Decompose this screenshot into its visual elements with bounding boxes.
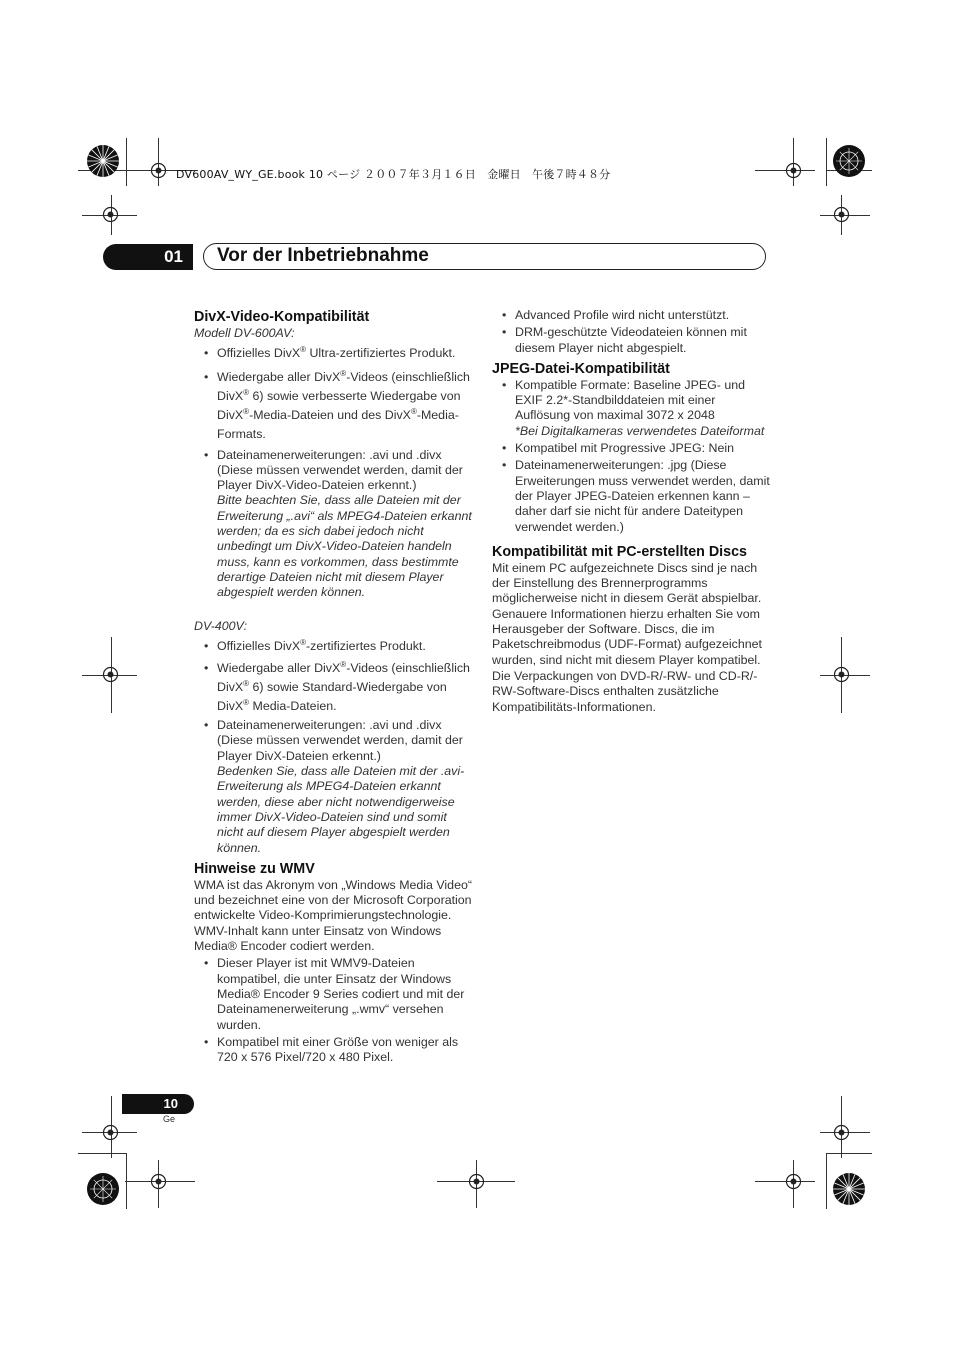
registered-mark: ®	[243, 387, 250, 397]
list-item: • Dieser Player ist mit WMV9-Dateien kompatibel, die unter Einsatz der Windows Media® Encoder 9 Series codiert und mit der Dateinamenerweiterung „.wmv“ versehen wurden.	[194, 956, 472, 1032]
registration-target-icon	[150, 162, 167, 179]
registration-target-icon	[833, 666, 850, 683]
registered-mark: ®	[340, 368, 347, 378]
registration-target-icon	[785, 1173, 802, 1190]
text: Dateinamenerweiterungen: .avi und .divx (Diese müssen verwendet werden, damit der Player DivX-Video-Dateien erkennt.)	[217, 447, 463, 493]
registered-mark: ®	[300, 637, 306, 647]
list-item	[194, 718, 472, 856]
registration-target-icon	[468, 1173, 485, 1190]
wmv-intro: WMA ist das Akronym von „Windows Media Video“ und bezeichnet eine von der Microsoft Corporation entwickelte Video-Komprimierungstechnologie. WMV-Inhalt kann unter Einsatz von Windows Media® Encoder codiert werden.	[194, 877, 472, 954]
text: Kompatible Formate: Baseline JPEG- und EXIF 2.2*-Standbilddateien mit einer Auflösung von maximal 3072 x 2048	[515, 377, 746, 423]
note: Bitte beachten Sie, dass alle Dateien mit der Erweiterung „.avi“ als MPEG4-Dateien erkannt werden; da es sich dabei jedoch nicht unbedingt um DivX-Video-Dateien handeln muss, kann es vorkommen, dass bestimmte derartige Dateien nicht mit diesem Player abgespielt werden können.	[217, 493, 472, 600]
registered-mark: ®	[243, 406, 250, 416]
crop-mark	[126, 138, 127, 186]
book-file-info: DV600AV_WY_GE.book 10 ページ ２００７年３月１６日 金曜日 午後７時４８分	[176, 168, 611, 181]
note: *Bei Digitalkameras verwendetes Dateiformat	[515, 423, 765, 438]
list-item	[194, 346, 472, 361]
jpeg-heading: JPEG-Datei-Kompatibilität	[492, 360, 670, 377]
page-number: 10	[163, 1096, 178, 1111]
text: -Media-Formats.	[217, 407, 459, 441]
list-item	[194, 368, 472, 444]
list-item	[194, 448, 472, 601]
model-label: DV-400V:	[194, 618, 248, 633]
note: Bedenken Sie, dass alle Dateien mit der .avi-Erweiterung als MPEG4-Dateien erkannt werden, diese aber nicht notwendigerweise immer DivX-Video-Dateien sind und somit nicht auf diesem Player abgespielt werden können.	[217, 764, 465, 855]
crop-mark	[826, 1153, 827, 1209]
wmv-list-continued	[492, 308, 770, 356]
text: -Videos (einschließlich DivX	[217, 369, 470, 403]
registered-mark: ®	[243, 698, 250, 708]
right-column	[492, 308, 770, 715]
registration-target-icon	[785, 162, 802, 179]
text: -zertifiziertes Produkt.	[306, 638, 426, 653]
text: Wiedergabe aller DivX	[217, 369, 341, 384]
list-item: • Kompatibel mit Progressive JPEG: Nein	[492, 441, 770, 456]
crop-mark	[826, 138, 827, 186]
starburst-mark-icon	[86, 1172, 120, 1206]
text: 6) sowie Standard-Wiedergabe von DivX	[217, 680, 447, 714]
wmv-list	[194, 956, 472, 1065]
registered-mark: ®	[243, 679, 250, 689]
text: Media-Dateien.	[249, 699, 337, 714]
registered-mark: ®	[300, 345, 306, 355]
pc-paragraph: Mit einem PC aufgezeichnete Discs sind je nach der Einstellung des Brennerprogramms möglicherweise nicht in diesem Gerät abspielbar. Genauere Informationen hierzu erhalten Sie vom Herausgeber der Software. Discs, die im Paketschreibmodus (UDF-Format) aufgezeichnet wurden, sind nicht mit diesem Player kompatibel.	[492, 560, 762, 667]
registration-target-icon	[102, 1124, 119, 1141]
text: Wiedergabe aller DivX	[217, 661, 341, 676]
registered-mark: ®	[410, 406, 417, 416]
text: Offizielles DivX	[217, 638, 301, 653]
registration-target-icon	[102, 666, 119, 683]
text: -Videos (einschließlich DivX	[217, 661, 470, 695]
starburst-mark-icon	[832, 1172, 866, 1206]
text: Ultra-zertifiziertes Produkt.	[306, 346, 456, 361]
left-column	[194, 308, 472, 1065]
registration-target-icon	[150, 1173, 167, 1190]
pc-paragraph: Die Verpackungen von DVD-R/-RW- und CD-R/-RW-Software-Discs enthalten zusätzliche Kompatibilitäts-Informationen.	[492, 668, 758, 714]
list-item: • Advanced Profile wird nicht unterstützt.	[492, 308, 770, 323]
page-number-tab	[122, 1094, 194, 1114]
crop-mark	[78, 1153, 126, 1154]
list-item: • DRM-geschützte Videodateien können mit diesem Player nicht abgespielt.	[492, 325, 770, 356]
jpeg-list	[492, 378, 770, 535]
language-code: Ge	[163, 1114, 176, 1124]
registration-target-icon	[102, 206, 119, 223]
text: Offizielles DivX	[217, 346, 301, 361]
divx-list	[194, 346, 472, 600]
registration-target-icon	[833, 206, 850, 223]
crop-mark	[826, 1153, 872, 1154]
wmv-heading: Hinweise zu WMV	[194, 860, 315, 877]
pc-discs-heading: Kompatibilität mit PC-erstellten Discs	[492, 543, 748, 560]
divx-list	[194, 639, 472, 856]
chapter-title: Vor der Inbetriebnahme	[217, 245, 429, 266]
model-label: Modell DV-600AV:	[194, 326, 295, 340]
registration-target-icon	[833, 1124, 850, 1141]
text: 6) sowie verbesserte Wiedergabe von DivX	[217, 388, 461, 422]
registered-mark: ®	[340, 660, 347, 670]
starburst-mark-icon	[832, 144, 866, 178]
starburst-mark-icon	[86, 144, 120, 178]
chapter-number-badge: 01	[103, 244, 193, 270]
list-item	[492, 378, 770, 439]
text: -Media-Dateien und des DivX	[249, 407, 411, 422]
text: Dateinamenerweiterungen: .avi und .divx (Diese müssen verwendet werden, damit der Player DivX-Dateien erkennt.)	[217, 718, 463, 763]
list-item: • Kompatibel mit einer Größe von weniger als 720 x 576 Pixel/720 x 480 Pixel.	[194, 1035, 472, 1066]
list-item	[194, 659, 472, 716]
list-item	[194, 639, 472, 654]
list-item: • Dateinamenerweiterungen: .jpg (Diese Erweiterungen muss verwendet werden, damit der Player JPEG-Dateien erkennen kann – daher darf sie nicht für andere Dateitypen verwendet werden.)	[492, 458, 770, 534]
divx-heading: DivX-Video-Kompatibilität	[194, 309, 370, 325]
